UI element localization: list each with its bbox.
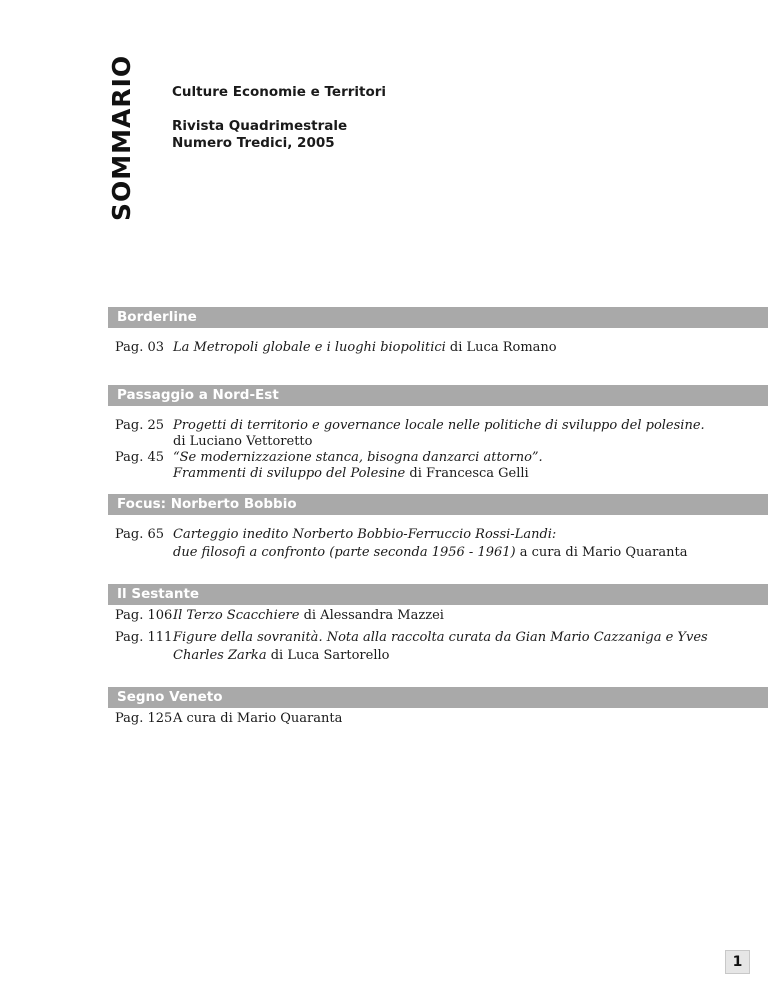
entry-text: [173, 450, 715, 482]
entry-title: “Se modernizzazione stanca, bisogna danzarci attorno”.: [173, 450, 543, 465]
entry-text: [173, 607, 715, 625]
toc-entry: [115, 450, 715, 482]
section-header-borderline: Borderline: [108, 307, 768, 328]
entry-text: [173, 340, 715, 356]
entry-author: a cura di Mario Quaranta: [515, 545, 688, 560]
entry-title: La Metropoli globale e i luoghi biopolitici: [173, 340, 446, 355]
entry-author: di Luca Romano: [445, 340, 557, 355]
toc-entry: [115, 607, 715, 625]
entry-title-cont: Charles Zarka: [173, 648, 267, 663]
entry-title-cont: Frammenti di sviluppo del Polesine: [173, 466, 406, 481]
entry-title: Figure della sovranità. Nota alla raccolta curata da Gian Mario Cazzaniga e Yves: [173, 630, 708, 645]
entry-title-cont: due filosofi a confronto (parte seconda 1956 - 1961): [173, 545, 516, 560]
section-header-segno: Segno Veneto: [108, 687, 768, 708]
section-header-sestante: Il Sestante: [108, 584, 768, 605]
entry-title: Il Terzo Scacchiere: [173, 608, 300, 623]
masthead: [172, 84, 386, 152]
toc-entry: [115, 526, 715, 562]
entry-author: di Alessandra Mazzei: [299, 608, 444, 623]
page-ref: Pag. 125: [115, 711, 173, 726]
issue-number: Numero Tredici, 2005: [172, 135, 335, 151]
page-ref: Pag. 106: [115, 608, 173, 623]
toc-entry: [115, 711, 715, 727]
entry-title: Carteggio inedito Norberto Bobbio-Ferruccio Rossi-Landi:: [173, 527, 557, 542]
page-ref: Pag. 111: [115, 630, 173, 645]
page-number: 1: [725, 950, 750, 974]
journal-type: Rivista Quadrimestrale: [172, 118, 348, 134]
entry-text: [173, 526, 715, 562]
entry-title: Progetti di territorio e governance locale nelle politiche di sviluppo del polesine.: [173, 418, 705, 433]
section-header-passaggio: Passaggio a Nord-Est: [108, 385, 768, 406]
page-ref: Pag. 25: [115, 418, 165, 433]
entry-author: di Luciano Vettoretto: [173, 434, 313, 449]
page-ref: Pag. 45: [115, 450, 165, 465]
entry-text: [173, 629, 715, 665]
entry-text: [173, 418, 715, 450]
section-header-focus: Focus: Norberto Bobbio: [108, 494, 768, 515]
entry-author: di Luca Sartorello: [266, 648, 390, 663]
toc-entry: [115, 418, 715, 450]
entry-author: A cura di Mario Quaranta: [173, 711, 343, 726]
journal-name: Culture Economie e Territori: [172, 84, 387, 100]
page-ref: Pag. 65: [115, 527, 165, 542]
page-ref: Pag. 03: [115, 340, 165, 355]
toc-entry: [115, 629, 715, 665]
entry-author: di Francesca Gelli: [405, 466, 529, 481]
toc-entry: [115, 340, 715, 356]
vertical-title: SOMMARIO: [107, 54, 136, 221]
